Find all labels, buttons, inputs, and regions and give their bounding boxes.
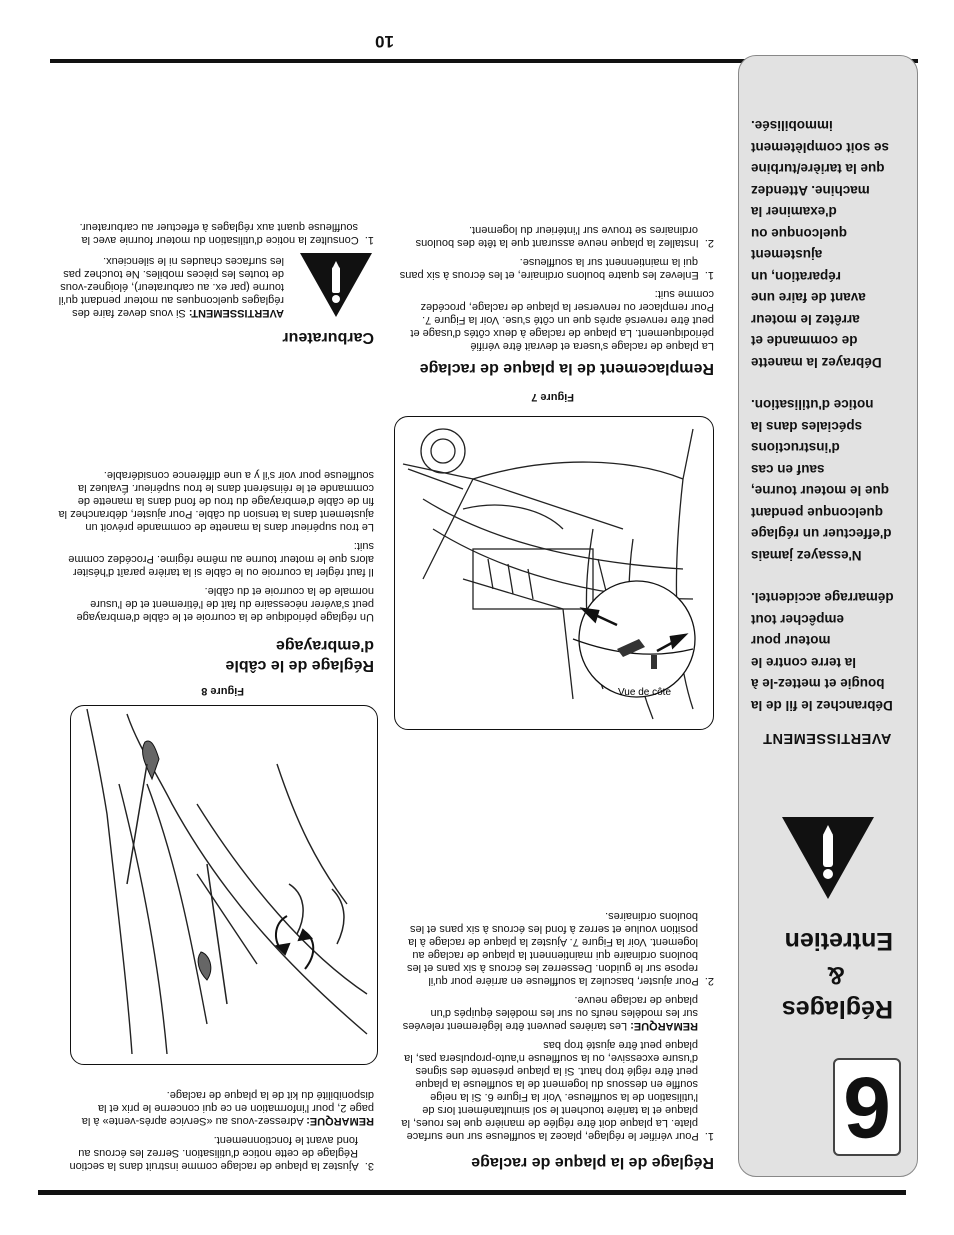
skid-remark <box>398 993 714 1032</box>
chapter-title-line3: Entretien <box>784 927 893 955</box>
replace-heading: Remplacement de la plaque de raclage <box>419 360 714 377</box>
skid-step2: 2. Pour ajuster, basculez la souffleuse en arrière pour qu'il repose sur le guidon. Desserrez les écrous à six pans et les boulons ordinaire qui maintiennent la plaque de raclage au logement. Voir la Figure 7. Ajustez la plaque de raclage à la position voulue et serrez à fond les écrous à six pans et les boulons ordinaires. <box>406 910 714 987</box>
cable-para1: Un réglage périodique de la courroie et le câble d'embrayage peut s'avérer nécessaire du fait de l'étirement et de l'usure normale de la courroie et du câble. <box>76 585 374 623</box>
page-number: 10 <box>375 32 394 51</box>
cable-section <box>58 462 374 675</box>
replace-intro: La plaque de raclage s'usera et devrait être vérifié périodiquement. La plaque de raclage à deux côtés d'usage et peut être renversé après que un côté s'use. Voir la Figure 7. Pour remplacer ou renverser la plaque de raclage, procédez comme suit: <box>410 288 714 352</box>
snowthrower-skid-illustration <box>395 417 713 729</box>
top-rule <box>38 1190 906 1195</box>
cable-para3: Le trou supérieur dans la manette de commande prévoit un ajustement dans la tension du câble. Pour ajuster, débranchez la fin de câble d'embrayage du trou de fond dans la manette de commande et le réinsérent dans le trou supérieur. Évaluez la souffleuse pour voir s'il y a une différence considérable. <box>58 469 374 533</box>
figure7-inset-label: Vue de côte <box>618 687 672 698</box>
sidebar-warning-label: AVERTISSEMENT <box>762 730 892 746</box>
skid-adjust-heading: Réglage de la plaque de raclage <box>471 1154 714 1171</box>
kit-remark-text: Adressez-vous au «Service après-vente» à la page 2, pour l'information en ce qui concerne le prix et la disponibilité du kit de la plaque de raclage. <box>81 1089 374 1127</box>
cable-para2: Il faut régler la courroie ou le câble si la tarière paraît d'hésiter alors que le moteur tourne au même régime. Procédez comme suit: <box>68 540 374 578</box>
carb-warning-text: Si vous devez faire des réglages quelconques au moteur pendant qu'il tourne (par ex. au carburateur), éloignez-vous de toutes les pièces mobiles. Ne touchez pas les surfaces chaudes ni le silencieux. <box>58 255 284 319</box>
column2-top <box>58 1082 374 1172</box>
skid-step3: 3. Ajustez la plaque de raclage comme instruit dans la section Réglage de cette notice d'utilisation. Serrez les écrous au fond avant le fonctionnement. <box>69 1134 374 1172</box>
carb-step1: 1. Consultez la notice d'utilisation du moteur fournie avec la souffleuse quant aux réglages à effectuer au carburateur. <box>79 221 374 246</box>
figure8-image <box>70 705 378 1065</box>
skid-remark-text: Les tarières peuvent être légèrement relevées sur les modèles neufs ou sur les modèles équipés d'un plaque de raclage neuve. <box>402 994 698 1032</box>
chapter-title-line1: Réglages <box>781 995 893 1023</box>
carb-section <box>58 214 374 347</box>
skid-adjust-section <box>398 903 714 1172</box>
cable-heading: Réglage de le câble d'embrayage <box>225 637 374 674</box>
replace-section <box>398 217 714 378</box>
kit-remark <box>58 1088 374 1127</box>
skid-step1: 1. Pour vérifier le réglage, placez la souffleuse sur une surface plate. La plaque doit être réglée de manière que les roues, la plaque et la tarière touchent le sol simultanément lors de l'utilisation de la souffleuse. Voir la Figure 6. Si la neige souffle en dessous du logement de la souffleuse la plaque peut être réglé trop haut. Si la plaque présente des signes d'usure excessive, ou la souffleuse n'auto-propulsera pas, la plaque peut être ajusté trop bas <box>401 1039 714 1142</box>
carb-heading: Carburateur <box>282 329 374 346</box>
kit-remark-label: REMARQUE: <box>306 1115 374 1127</box>
clutch-cable-illustration <box>71 706 377 1064</box>
sidebar-warning-para2: N'essayez jamais d'effectuer un réglage quelconque pendant que le moteur tourne, sauf en cas d'instructions spéciales dans la notice d'utilisation. <box>751 397 892 563</box>
warning-triangle-icon <box>298 251 374 319</box>
chapter-title <box>773 924 893 1026</box>
warning-triangle-icon <box>780 815 876 901</box>
skid-remark-label: REMARQUE: <box>630 1020 698 1032</box>
sidebar-warning-para1: Débranchez le fil de la bougie et mettez-le à la terre contre le moteur pour empêcher tout démarrage accidentel. <box>751 590 894 713</box>
chapter-title-line2: & <box>826 961 845 989</box>
carb-warning-label: AVERTISSEMENT: <box>188 307 284 319</box>
sidebar-warning-text <box>751 94 897 716</box>
chapter-sidebar <box>738 55 918 1177</box>
figure8-caption: Figure 8 <box>201 685 244 697</box>
sidebar-warning-para3: Débrayez la manette de commande et arrêtez le moteur avant de faire une réparation, un ajustement quelconque ou d'examiner la machine. Attendez que la tarière/turbine se soit complètement immobilisée. <box>751 118 890 370</box>
chapter-number: 6 <box>833 1058 901 1156</box>
figure7-image <box>394 416 714 730</box>
carb-warning <box>58 254 284 319</box>
replace-step2: 2. Installez la plaque neuve assurant que la tête des boulons ordinaires se trouve sur l'intérieur du logement. <box>415 224 714 249</box>
replace-step1: 1. Enlevez les quatre boulons ordinaire, et les écrous à six pans qui la maintiennent sur la souffleuse. <box>399 256 714 281</box>
figure7-caption: Figure 7 <box>531 391 574 403</box>
